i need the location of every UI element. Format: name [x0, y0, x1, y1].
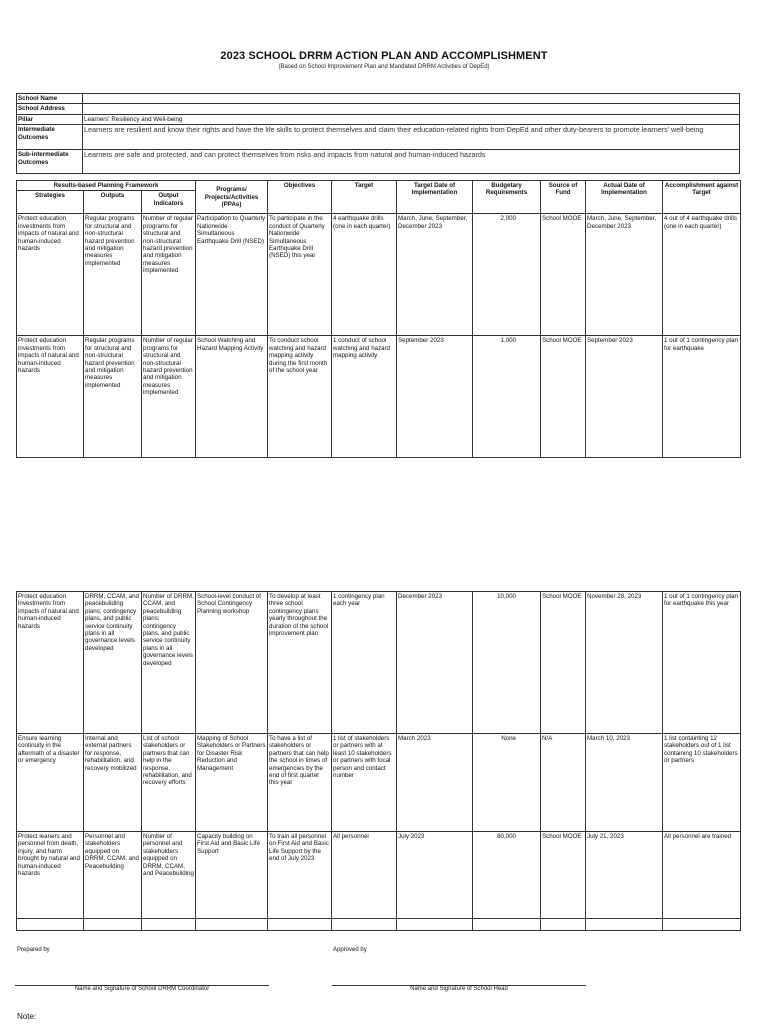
accomplishment-cell: 1 list containting 12 stakeholders out of 1 list containing 10 stakeholders or partners: [663, 734, 741, 832]
actual-date-cell: September 2023: [586, 336, 663, 458]
output-cell: Internal and external partners for response, rehabilitation, and recovery mobilized: [84, 734, 142, 832]
objective-cell: To participate in the conduct of Quarterly Nationwide Simultaneous Earthquake Drill (NSED) this year: [268, 214, 332, 336]
header-row-1: [17, 181, 741, 191]
target-cell: All personnel: [332, 832, 397, 919]
ppa-cell: School Watching and Hazard Mapping Activity: [196, 336, 268, 458]
actual-date-header: Actual Date of Implementation: [586, 181, 663, 214]
intermediate-outcomes-value: Learners are resilient and know their rights and have the life skills to protect themselves and claim their education-related rights from DepEd and other duty-bearers to promote learners' well-being: [83, 125, 740, 150]
coordinator-caption: Name and Signature of School DRRM Coordinator: [74, 986, 210, 992]
strategy-cell: Protect education investments from impacts of natural and human-induced hazards: [17, 214, 84, 336]
school-name-value: [83, 94, 740, 104]
fund-cell: School MOOE: [541, 832, 586, 919]
document-subtitle: (Based on School Improvement Plan and Mandated DRRM Activities of DepEd): [278, 64, 490, 70]
prepared-by-label: Prepared by: [17, 947, 50, 953]
action-plan-table-continued: [16, 591, 741, 931]
subintermediate-outcomes-row: [17, 150, 740, 174]
strategy-cell: Protect education investments from impacts of natural and human-induced hazards: [17, 592, 84, 734]
document-title: 2023 SCHOOL DRRM ACTION PLAN AND ACCOMPLISHMENT: [220, 50, 548, 62]
school-name-row: [17, 94, 740, 104]
fund-cell: School MOOE: [541, 592, 586, 734]
indicator-cell: Number of personnel and stakeholders equipped on DRRM, CCAM, and Peacebuilding: [142, 832, 196, 919]
fund-header: Source of Fund: [541, 181, 586, 214]
objective-cell: To train all personnel on First Aid and Basic Life Support by the end of July 2023: [268, 832, 332, 919]
note-label: Note:: [17, 1012, 37, 1021]
ppa-cell: Capacity building on First Aid and Basic Life Support: [196, 832, 268, 919]
head-caption: Name and Signature of School Head: [410, 986, 508, 992]
table-row: [17, 734, 741, 832]
target-header: Target: [332, 181, 397, 214]
target-cell: 1 conduct of school watching and hazard mapping activity: [332, 336, 397, 458]
output-indicators-header: Output Indicators: [142, 191, 196, 214]
output-cell: Regular programs for structural and non-structural hazard prevention and mitigation measures implemented: [84, 214, 142, 336]
target-date-header: Target Date of Implementation: [397, 181, 473, 214]
rpf-header: Results-based Planning Framework: [17, 181, 196, 191]
accomplishment-header: Accomplishment against Target: [663, 181, 741, 214]
ppa-cell: Participation to Quarterly Nationwide Simultaneous Earthquake Drill (NSED): [196, 214, 268, 336]
target-cell: 1 list of stakeholders or partners with at least 10 stakeholders or partners with focal person and contact number: [332, 734, 397, 832]
target-date-cell: July 2023: [397, 832, 473, 919]
budget-cell: 1,000: [473, 336, 541, 458]
pillar-value: Learners' Resiliency and Well-being: [83, 114, 740, 124]
table-row: [17, 832, 741, 919]
accomplishment-cell: 1 out of 1 contingency plan for earthquake: [663, 336, 741, 458]
pillar-row: [17, 114, 740, 124]
output-cell: Regular programs for structural and non-structural hazard prevention and mitigation measures implemented: [84, 336, 142, 458]
target-cell: 4 earthquake drills (one in each quarter): [332, 214, 397, 336]
school-name-label: School Name: [17, 94, 83, 104]
actual-date-cell: November 28, 2023: [586, 592, 663, 734]
objectives-header: Objectives: [268, 181, 332, 214]
target-date-cell: March, June, September, December 2023: [397, 214, 473, 336]
accomplishment-cell: 4 out of 4 earthquake drills (one in each quarter): [663, 214, 741, 336]
fund-cell: N/A: [541, 734, 586, 832]
budget-cell: None: [473, 734, 541, 832]
school-address-row: [17, 104, 740, 114]
objective-cell: To have a list of stakeholders or partners that can help the school in times of emergencies by the end of first quarter this year: [268, 734, 332, 832]
table-row: [17, 214, 741, 336]
target-date-cell: March 2023: [397, 734, 473, 832]
indicator-cell: Number of regular programs for structural and non-structural hazard prevention and mitigation measures implemented: [142, 336, 196, 458]
indicator-cell: Number of regular programs for structural and non-structural hazard prevention and mitigation measures implemented: [142, 214, 196, 336]
indicator-cell: Number of DRRM, CCAM, and peacebuilding plans; contingency plans, and public service continuity plans in all governance levels developed: [142, 592, 196, 734]
approved-by-label: Approved by: [333, 947, 367, 953]
outputs-header: Outputs: [84, 191, 142, 214]
table-row: [17, 592, 741, 734]
school-address-label: School Address: [17, 104, 83, 114]
fund-cell: School MOOE: [541, 336, 586, 458]
output-cell: DRRM, CCAM, and peacebuilding plans; contingency plans, and public service continuity plans in all governance levels developed: [84, 592, 142, 734]
ppa-cell: School-level conduct of School Contingency Planning workshop: [196, 592, 268, 734]
strategy-cell: Protect leaners and personnel from death, injury, and harm brought by natural and human-induced hazards: [17, 832, 84, 919]
strategy-cell: Protect education investments from impacts of natural and human-induced hazards: [17, 336, 84, 458]
objective-cell: To develop at least three school contingency plans yearly throughout the duration of the school improvement plan: [268, 592, 332, 734]
budget-cell: 10,000: [473, 592, 541, 734]
intermediate-outcomes-row: [17, 125, 740, 150]
output-cell: Personnel and stakeholders equipped on DRRM, CCAM, and Peacebuilding: [84, 832, 142, 919]
school-info-table: [16, 93, 740, 174]
action-plan-table: [16, 180, 741, 458]
pillar-label: Pillar: [17, 114, 83, 124]
budget-header: Budgetary Requirements: [473, 181, 541, 214]
actual-date-cell: March 10, 2023: [586, 734, 663, 832]
accomplishment-cell: 1 out of 1 contingency plan for earthquake this year: [663, 592, 741, 734]
accomplishment-cell: All personnel are trained: [663, 832, 741, 919]
budget-cell: 80,000: [473, 832, 541, 919]
indicator-cell: List of school stakeholders or partners that can help in the response, rehabilitation, and recovery efforts: [142, 734, 196, 832]
budget-cell: 2,000: [473, 214, 541, 336]
subintermediate-outcomes-label: Sub-intermediate Outcomes: [17, 150, 83, 174]
target-date-cell: September 2023: [397, 336, 473, 458]
objective-cell: To conduct school watching and hazard mapping activity during the first month of the school year: [268, 336, 332, 458]
subintermediate-outcomes-value: Learners are safe and protected, and can protect themselves from risks and impacts from natural and human-induced hazards: [83, 150, 740, 174]
intermediate-outcomes-label: Intermediate Outcomes: [17, 125, 83, 150]
actual-date-cell: March, June, September, December 2023: [586, 214, 663, 336]
fund-cell: School MOOE: [541, 214, 586, 336]
strategy-cell: Ensure learning continuity in the aftermath of a disaster or emergency: [17, 734, 84, 832]
school-address-value: [83, 104, 740, 114]
ppa-cell: Mapping of School Stakeholders or Partners for Disaster Risk Reduction and Management: [196, 734, 268, 832]
target-date-cell: December 2023: [397, 592, 473, 734]
empty-row: [17, 919, 741, 931]
target-cell: 1 contingency plan each year: [332, 592, 397, 734]
strategies-header: Strategies: [17, 191, 84, 214]
actual-date-cell: July 21, 2023: [586, 832, 663, 919]
ppas-header: Programs/ Projects/Activities (PPAs): [196, 181, 268, 214]
table-row: [17, 336, 741, 458]
